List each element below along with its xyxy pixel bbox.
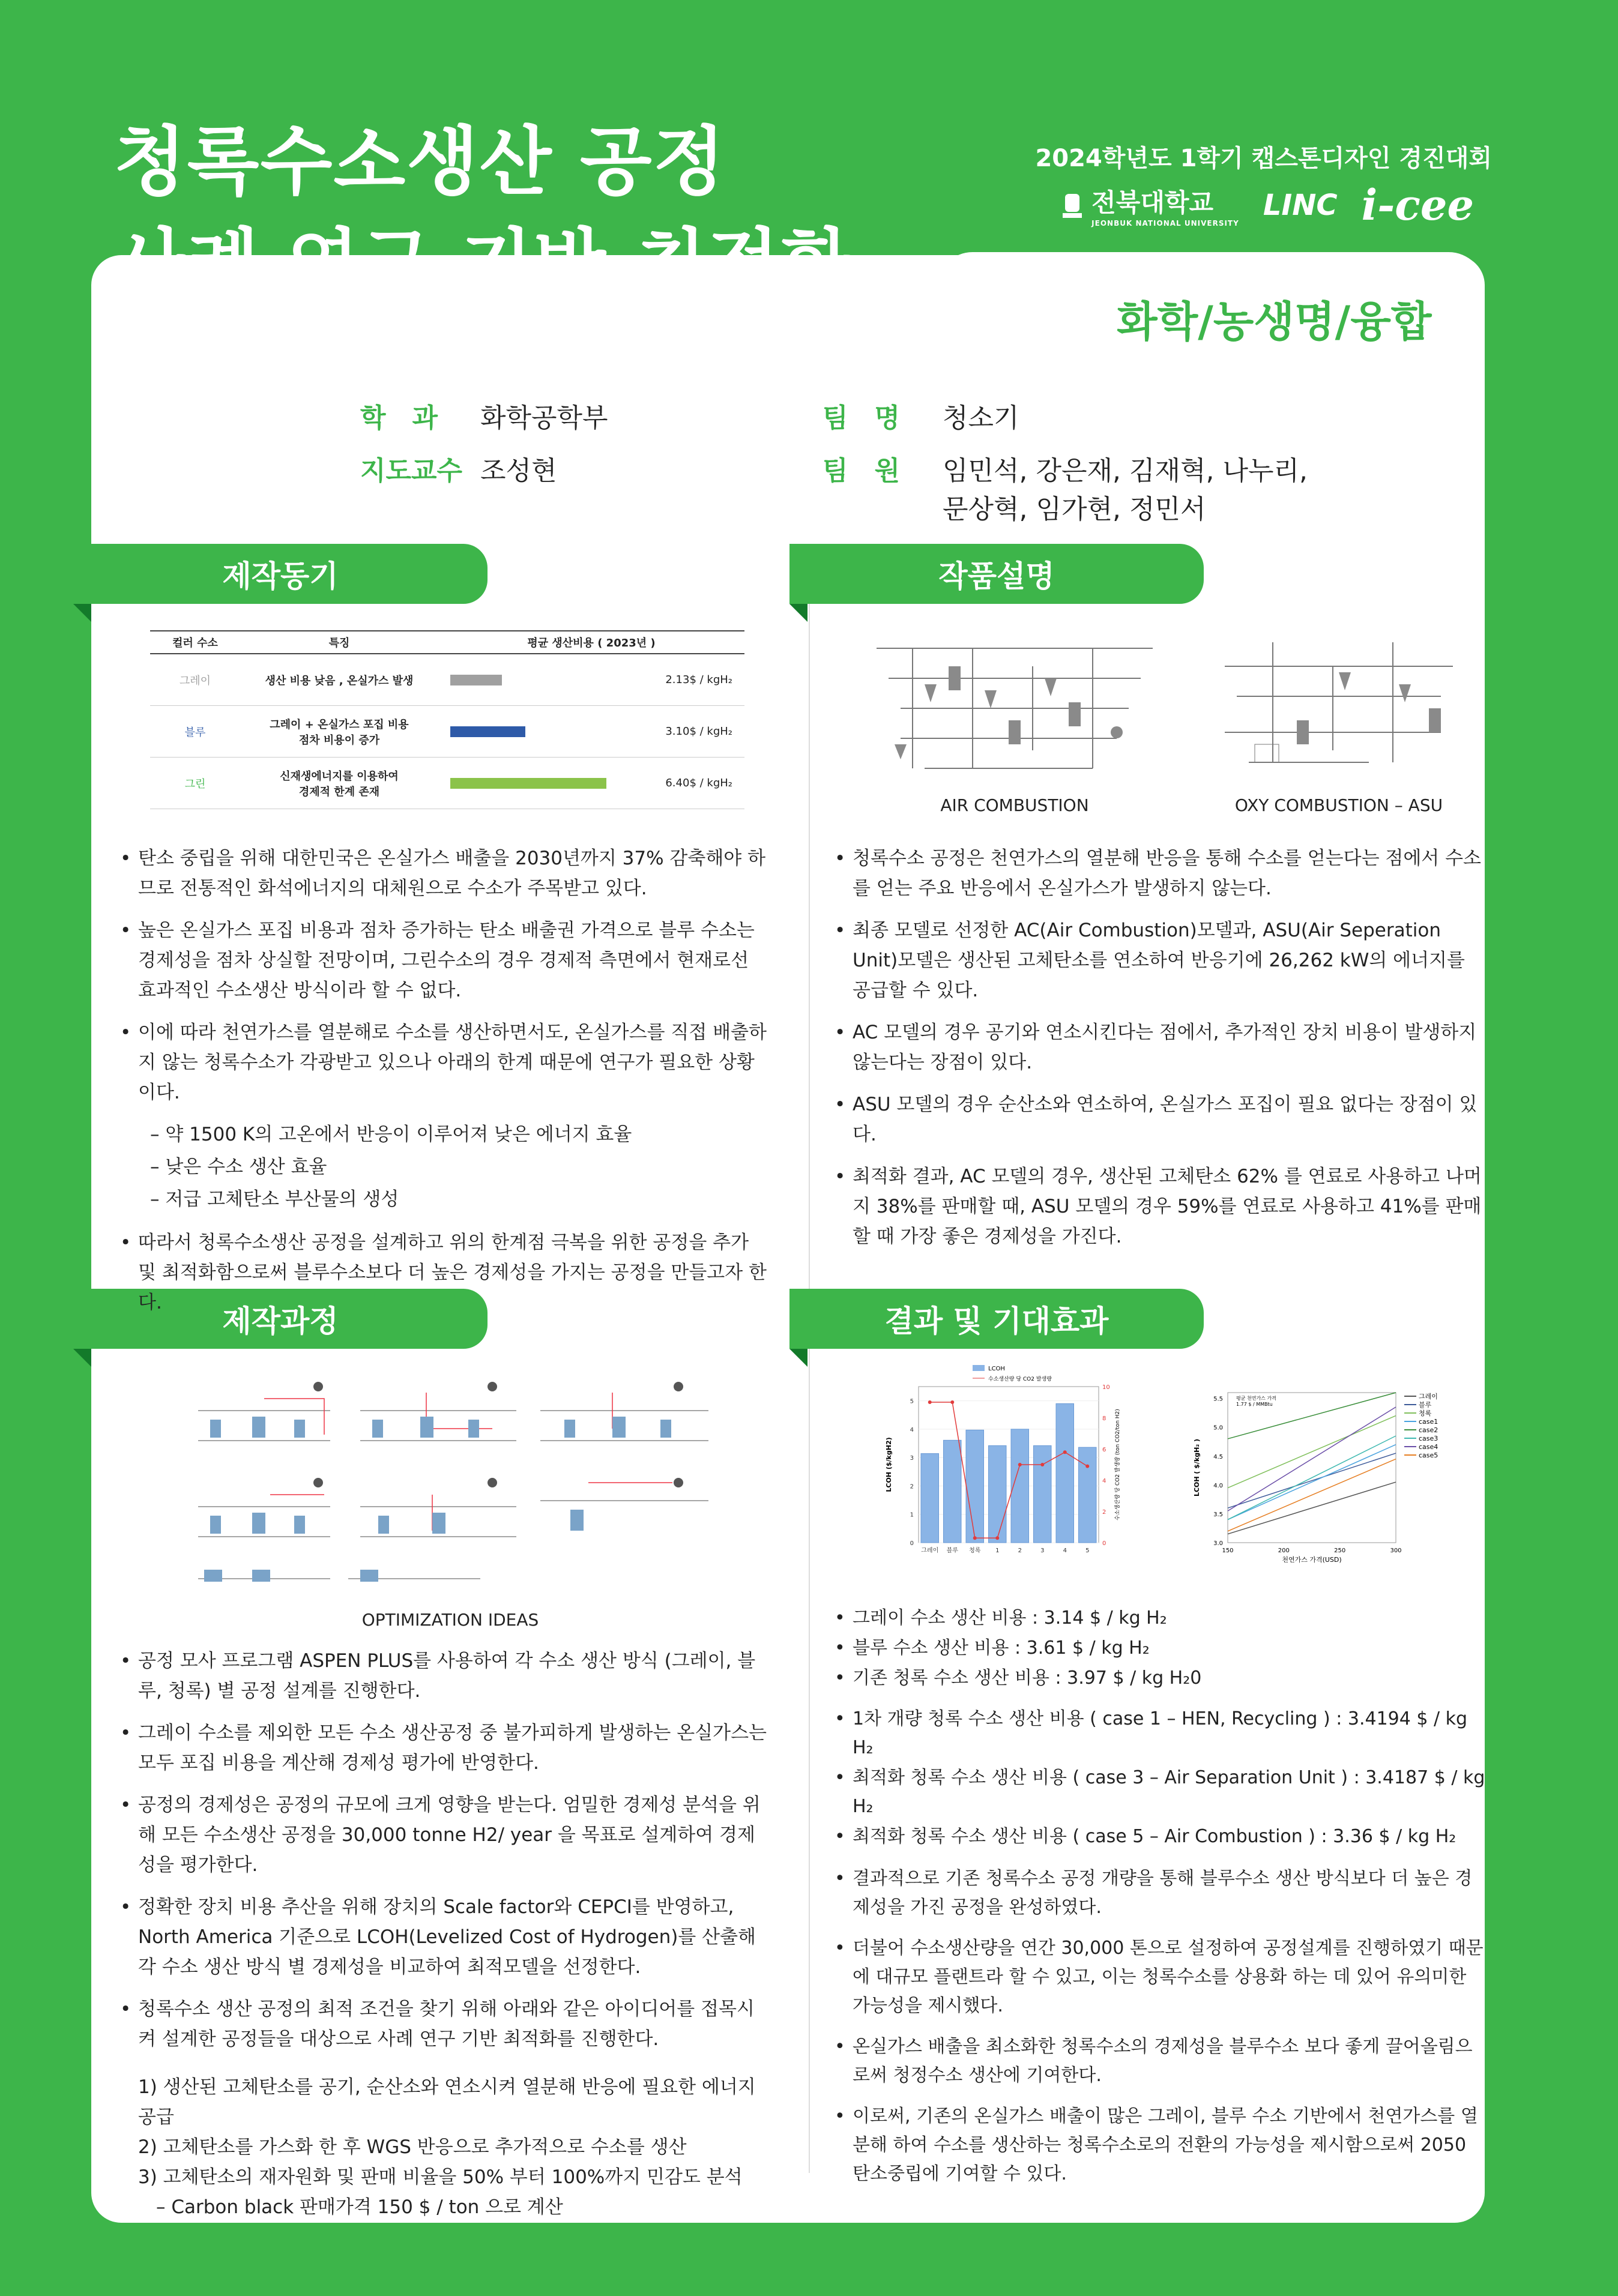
co2-point — [1018, 1463, 1022, 1466]
legend-label: case5 — [1419, 1451, 1438, 1459]
cost-bar — [450, 726, 525, 737]
color-hydrogen-table — [150, 630, 744, 809]
y-tick-label: 3.0 — [1213, 1540, 1223, 1547]
y2-axis-label: 수소생산량 당 CO2 발생량 (ton CO2/ton H2) — [1115, 1409, 1121, 1520]
optimization-ideas-diagram — [180, 1363, 720, 1597]
jbnu-logo: 전북대학교 JEONBUK NATIONAL UNIVERSITY — [1060, 183, 1239, 227]
info-left — [360, 399, 608, 490]
oxy-combustion-caption: OXY COMBUSTION – ASU — [1234, 795, 1443, 815]
bar — [921, 1454, 939, 1543]
advisor-value: 조성현 — [480, 456, 557, 486]
x-tick-label: 250 — [1334, 1547, 1346, 1554]
y-tick-label: 3.5 — [1213, 1511, 1223, 1518]
co2-point — [928, 1400, 932, 1404]
members-value-2: 문상혁, 임가현, 정민서 — [943, 494, 1206, 525]
lcoh-bar-chart — [883, 1363, 1141, 1579]
co2-point — [950, 1400, 954, 1404]
oxy-combustion-pfd — [1213, 630, 1465, 786]
legend-label: case3 — [1419, 1435, 1438, 1442]
co2-point — [973, 1536, 977, 1540]
contest-name: 2024학년도 1학기 캡스톤디자인 경진대회 — [1035, 145, 1492, 172]
y-tick-label: 5.5 — [1213, 1396, 1223, 1403]
y2-tick-label: 10 — [1102, 1384, 1110, 1391]
jbnu-emblem-icon — [1060, 190, 1084, 220]
y-tick-label: 0 — [910, 1540, 914, 1547]
co2-point — [1040, 1463, 1044, 1466]
x-tick-label: 청록 — [969, 1547, 981, 1554]
table-row: 그레이 생산 비용 낮음 , 온실가스 발생 2.13$ / kgH₂ — [150, 654, 744, 706]
y2-tick-label: 6 — [1102, 1447, 1106, 1453]
y2-tick-label: 8 — [1102, 1415, 1106, 1422]
y2-tick-label: 0 — [1102, 1540, 1106, 1547]
y-tick-label: 4.0 — [1213, 1482, 1223, 1489]
section-header-process: 제작과정 — [73, 1289, 488, 1349]
legend-label: 수소생산량 당 CO2 발생량 — [988, 1376, 1052, 1382]
y-tick-label: 5.0 — [1213, 1424, 1223, 1432]
y2-tick-label: 2 — [1102, 1509, 1106, 1516]
x-tick-label: 4 — [1063, 1547, 1067, 1554]
advisor-label: 지도교수 — [360, 456, 463, 486]
description-body: • 청록수소 공정은 천연가스의 열분해 반응을 통해 수소를 얻는다는 점에서 수소를 얻는 주요 반응에서 온실가스가 발생하지 않는다. • 최종 모델로 선정한 AC(Air Combustion)모델과, ASU(Air Seperation Unit)모델은 생산된 고체탄소를 연소하여 반응기에 26,262 kW의 에너지를 공급할 수 있다. • AC 모델의 경우 공기와 연소시킨다는 점에서, 추가적인 장치 비용이 발생하지 않는다는 장점이 있다. • ASU 모델의 경우 순산소와 연소하여, 온실가스 포집이 필요 없다는 장점이 있다. • 최적화 결과, AC 모델의 경우, 생산된 고체탄소 62% 를 연료로 사용하고 나머지 38%를 판매할 때, ASU 모델의 경우 59%를 연료로 사용하고 41%를 판매할 때 가장 좋은 경제성을 가진다. — [835, 843, 1483, 1264]
bar — [1056, 1403, 1074, 1543]
x-tick-label: 200 — [1278, 1547, 1290, 1554]
members-label: 팀 원 — [823, 456, 901, 486]
section-header-motivation: 제작동기 — [73, 544, 488, 604]
process-body: • 공정 모사 프로그램 ASPEN PLUS를 사용하여 각 수소 생산 방식 (그레이, 블루, 청록) 별 공정 설계를 진행한다. • 그레이 수소를 제외한 모든 수소 생산공정 중 불가피하게 발생하는 온실가스는 모두 포집 비용을 계산해 경제성 평가에 반영한다. • 공정의 경제성은 공정의 규모에 크게 영향을 받는다. 엄밀한 경제성 분석을 위해 모든 수소생산 공정을 30,000 tonne H2/ year 을 목표로 설계하여 경제성을 평가한다. • 정확한 장치 비용 추산을 위해 장치의 Scale factor와 CEPCI를 반영하고, North America 기준으로 LCOH(Levelized Cost of Hydrogen)를 산출해 각 수소 생산 방식 별 경제성을 비교하여 최적모델을 선정한다. • 청록수소 생산 공정의 최적 조건을 찾기 위해 아래와 같은 아이디어를 접목시켜 설계한 공정들을 대상으로 사례 연구 기반 최적화를 진행한다. 1) 생산된 고체탄소를 공기, 순산소와 연소시켜 열분해 반응에 필요한 에너지 공급 2) 고체탄소를 가스화 한 후 WGS 반응으로 추가적으로 수소를 생산 3) 고체탄소의 재자원화 및 판매 비율을 50% 부터 100%까지 민감도 분석 – Carbon black 판매가격 150 $ / ton 으로 계산 — [120, 1646, 768, 2222]
y-axis-label: LCOH ($/kgH2) — [885, 1437, 893, 1492]
icee-logo: i-cee — [1361, 180, 1474, 230]
x-tick-label: 5 — [1085, 1547, 1090, 1554]
co2-point — [1085, 1465, 1089, 1468]
y-tick-label: 2 — [910, 1483, 914, 1490]
legend-label: 그레이 — [1419, 1393, 1438, 1400]
air-combustion-caption: AIR COMBUSTION — [940, 795, 1089, 815]
cost-bar — [450, 675, 502, 685]
legend-swatch — [973, 1365, 985, 1371]
dept-value: 화학공학부 — [480, 403, 608, 433]
table-row: 그린 신재생에너지를 이용하여 경제적 한계 존재 6.40$ / kgH₂ — [150, 758, 744, 809]
series-line — [1228, 1453, 1396, 1508]
y-axis-label: LCOH ( $/kgH₂ ) — [1193, 1438, 1201, 1497]
legend-label: case2 — [1419, 1426, 1438, 1434]
legend-label: case4 — [1419, 1443, 1438, 1451]
co2-point — [1063, 1450, 1067, 1454]
section-header-results: 결과 및 기대효과 — [789, 1289, 1204, 1349]
section-header-description: 작품설명 — [789, 544, 1204, 604]
results-body: • 그레이 수소 생산 비용 : 3.14 $ / kg H₂ • 블루 수소 생산 비용 : 3.61 $ / kg H₂ • 기존 청록 수소 생산 비용 : 3.97 $ / kg H₂0 • 1차 개량 청록 수소 생산 비용 ( case 1 – HEN, Recycling ) : 3.4194 $ / kg H₂ • 최적화 청록 수소 생산 비용 ( case 3 – Air Separation Unit ) : 3.4187 $ / kg H₂ • 최적화 청록 수소 생산 비용 ( case 5 – Air Combustion ) : 3.36 $ / kg H₂ • 결과적으로 기존 청록수소 공정 개량을 통해 블루수소 생산 방식보다 더 높은 경제성을 가진 공정을 완성하였다. • 더불어 수소생산량을 연간 30,000 톤으로 설정하여 공정설계를 진행하였기 때문에 대규모 플랜트라 할 수 있고, 이는 청록수소를 상용화 하는 데 있어 유의미한 가능성을 제시했다. • 온실가스 배출을 최소화한 청록수소의 경제성을 블루수소 보다 좋게 끌어올림으로써 청정수소 생산에 기여한다. • 이로써, 기존의 온실가스 배출이 많은 그레이, 블루 수소 기반에서 천연가스를 열분해 하여 수소를 생산하는 청록수소로의 전환의 가능성을 제시함으로써 2050 탄소중립에 기여할 수 있다. — [835, 1604, 1489, 2201]
dept-label: 학 과 — [360, 403, 438, 433]
y-tick-label: 1 — [910, 1511, 914, 1519]
category-label: 화학/농생명/융합 — [1117, 297, 1432, 346]
air-combustion-pfd — [865, 630, 1165, 786]
members-value-1: 임민석, 강은재, 김재혁, 나누리, — [943, 456, 1308, 486]
table-header: 컬러 수소 특징 평균 생산비용 ( 2023년 ) — [150, 630, 744, 654]
x-axis-label: 천연가스 가격(USD) — [1282, 1556, 1342, 1564]
bar — [989, 1445, 1007, 1543]
chart-subtitle: 1.77 $ / MMBtu — [1236, 1402, 1273, 1407]
legend-label: 블루 — [1419, 1401, 1432, 1409]
y2-tick-label: 4 — [1102, 1478, 1106, 1484]
cost-bar — [450, 778, 606, 789]
series-line — [1228, 1436, 1396, 1519]
co2-point — [995, 1536, 999, 1540]
optimization-caption: OPTIMIZATION IDEAS — [361, 1610, 539, 1630]
chart-title: 평균 천연가스 가격 — [1236, 1396, 1276, 1401]
motivation-body: • 탄소 중립을 위해 대한민국은 온실가스 배출을 2030년까지 37% 감축해야 하므로 전통적인 화석에너지의 대체원으로 수소가 주목받고 있다. • 높은 온실가스 포집 비용과 점차 증가하는 탄소 배출권 가격으로 블루 수소는 경제성을 점차 상실할 전망이며, 그린수소의 경우 경제적 측면에서 현재로선 효과적인 수소생산 방식이라 할 수 없다. • 이에 따라 천연가스를 열분해로 수소를 생산하면서도, 온실가스를 직접 배출하지 않는 청록수소가 각광받고 있으나 아래의 한계 때문에 연구가 필요한 상황이다. – 약 1500 K의 고온에서 반응이 이루어져 낮은 에너지 효율 – 낮은 수소 생산 효율 – 저급 고체탄소 부산물의 생성 • 따라서 청록수소생산 공정을 설계하고 위의 한계점 극복을 위한 공정을 추가 및 최적화함으로써 블루수소보다 더 높은 경제성을 가지는 공정을 만들고자 한다. — [120, 843, 768, 1330]
x-tick-label: 3 — [1040, 1547, 1045, 1554]
y-tick-label: 4 — [910, 1426, 914, 1433]
bar — [944, 1440, 962, 1543]
series-line — [1228, 1415, 1396, 1487]
y-tick-label: 4.5 — [1213, 1453, 1223, 1460]
y-tick-label: 5 — [910, 1398, 914, 1405]
x-tick-label: 150 — [1222, 1547, 1234, 1554]
column-divider — [809, 600, 810, 2173]
legend-label: case1 — [1419, 1418, 1438, 1426]
info-right — [823, 399, 1308, 529]
gas-price-line-chart — [1186, 1375, 1468, 1579]
legend-label: LCOH — [988, 1366, 1005, 1372]
team-label: 팀 명 — [823, 403, 901, 433]
legend-label: 청록 — [1419, 1409, 1432, 1417]
table-row: 블루 그레이 + 온실가스 포집 비용 점차 비용이 증가 3.10$ / kgH₂ — [150, 706, 744, 758]
bar — [966, 1430, 984, 1543]
logo-row — [1060, 180, 1474, 230]
x-tick-label: 1 — [995, 1547, 1000, 1554]
x-tick-label: 300 — [1390, 1547, 1402, 1554]
title-line-1: 청록수소생산 공정 — [114, 119, 726, 205]
x-tick-label: 2 — [1018, 1547, 1022, 1554]
bar — [1034, 1445, 1052, 1543]
y-tick-label: 3 — [910, 1455, 914, 1462]
linc-logo: LINC — [1263, 188, 1338, 222]
team-value: 청소기 — [943, 403, 1019, 433]
bar — [1079, 1447, 1097, 1543]
x-tick-label: 그레이 — [921, 1547, 939, 1554]
x-tick-label: 블루 — [946, 1547, 958, 1554]
